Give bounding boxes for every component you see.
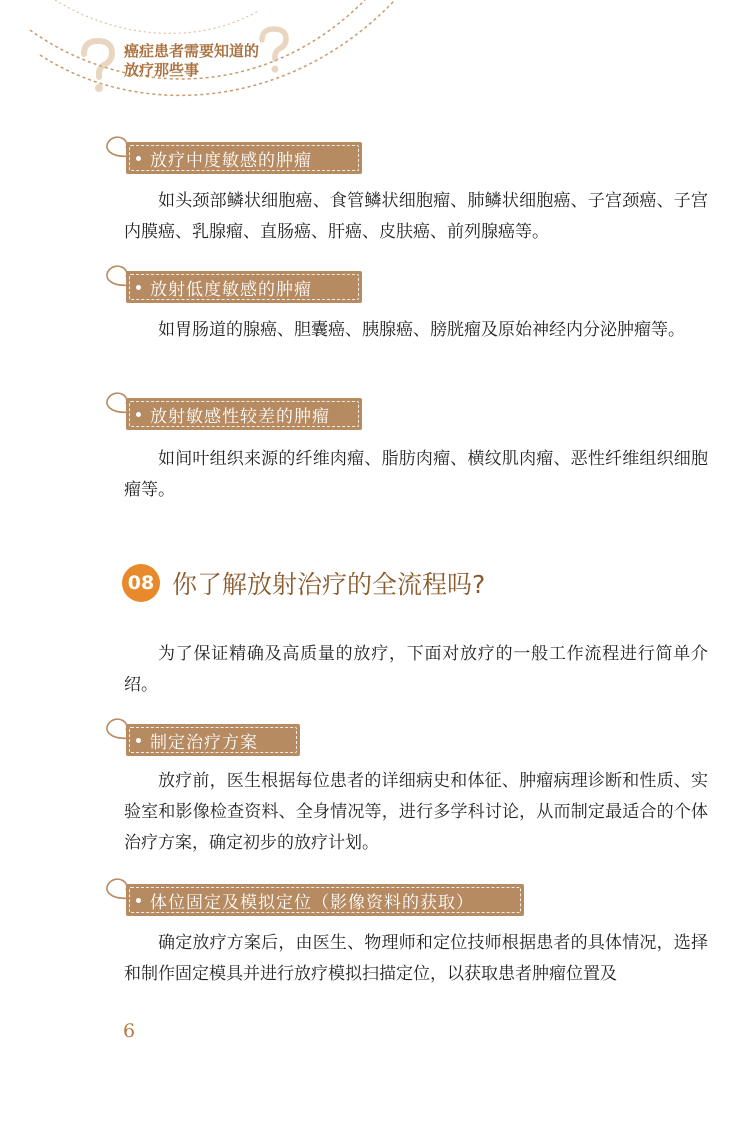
section-heading bbox=[122, 564, 485, 602]
tag-label: 放射敏感性较差的肿瘤 bbox=[150, 406, 330, 427]
tag-low-sensitivity bbox=[126, 271, 362, 303]
tag-moderate-sensitivity bbox=[126, 142, 362, 174]
bullet-dot-icon bbox=[136, 156, 141, 161]
section-title: 你了解放射治疗的全流程吗? bbox=[172, 570, 486, 599]
page-number: 6 bbox=[123, 1020, 136, 1042]
tag-label: 放射低度敏感的肿瘤 bbox=[150, 279, 312, 300]
bullet-dot-icon bbox=[136, 285, 141, 290]
section-intro: 为了保证精确及高质量的放疗，下面对放疗的一般工作流程进行简单介绍。 bbox=[124, 644, 708, 695]
paragraph-treatment-plan: 放疗前，医生根据每位患者的详细病史和体征、肿瘤病理诊断和性质、实验室和影像检查资料、全身情况等，进行多学科讨论，从而制定最适合的个体治疗方案，确定初步的放疗计划。 bbox=[124, 771, 708, 853]
bullet-dot-icon bbox=[136, 898, 141, 903]
bullet-dot-icon bbox=[136, 412, 141, 417]
paragraph-positioning: 确定放疗方案后，由医生、物理师和定位技师根据患者的具体情况，选择和制作固定模具并进行放疗模拟扫描定位，以获取患者肿瘤位置及 bbox=[124, 933, 708, 984]
running-title-line2: 放疗那些事 bbox=[124, 61, 200, 79]
tag-label: 放疗中度敏感的肿瘤 bbox=[150, 150, 312, 171]
bullet-dot-icon bbox=[136, 738, 141, 743]
paragraph-low-sensitivity: 如胃肠道的腺癌、胆囊癌、胰腺癌、膀胱瘤及原始神经内分泌肿瘤等。 bbox=[158, 320, 685, 340]
paragraph-poor-sensitivity: 如间叶组织来源的纤维肉瘤、脂肪肉瘤、横纹肌肉瘤、恶性纤维组织细胞瘤等。 bbox=[124, 449, 708, 500]
tag-treatment-plan bbox=[126, 724, 300, 756]
tag-poor-sensitivity bbox=[126, 398, 362, 430]
running-title bbox=[124, 42, 274, 80]
paragraph-moderate-sensitivity: 如头颈部鳞状细胞癌、食管鳞状细胞瘤、肺鳞状细胞癌、子宫颈癌、子宫内膜癌、乳腺瘤、直肠癌、肝癌、皮肤癌、前列腺癌等。 bbox=[124, 191, 708, 242]
header-decoration bbox=[0, 0, 750, 130]
tag-label: 制定治疗方案 bbox=[150, 732, 258, 753]
question-mark-icon-left bbox=[84, 41, 112, 92]
running-title-line1: 癌症患者需要知道的 bbox=[124, 42, 260, 60]
tag-label: 体位固定及模拟定位（影像资料的获取） bbox=[150, 892, 474, 913]
tag-positioning bbox=[126, 884, 524, 916]
section-number-badge: 08 bbox=[122, 564, 160, 602]
